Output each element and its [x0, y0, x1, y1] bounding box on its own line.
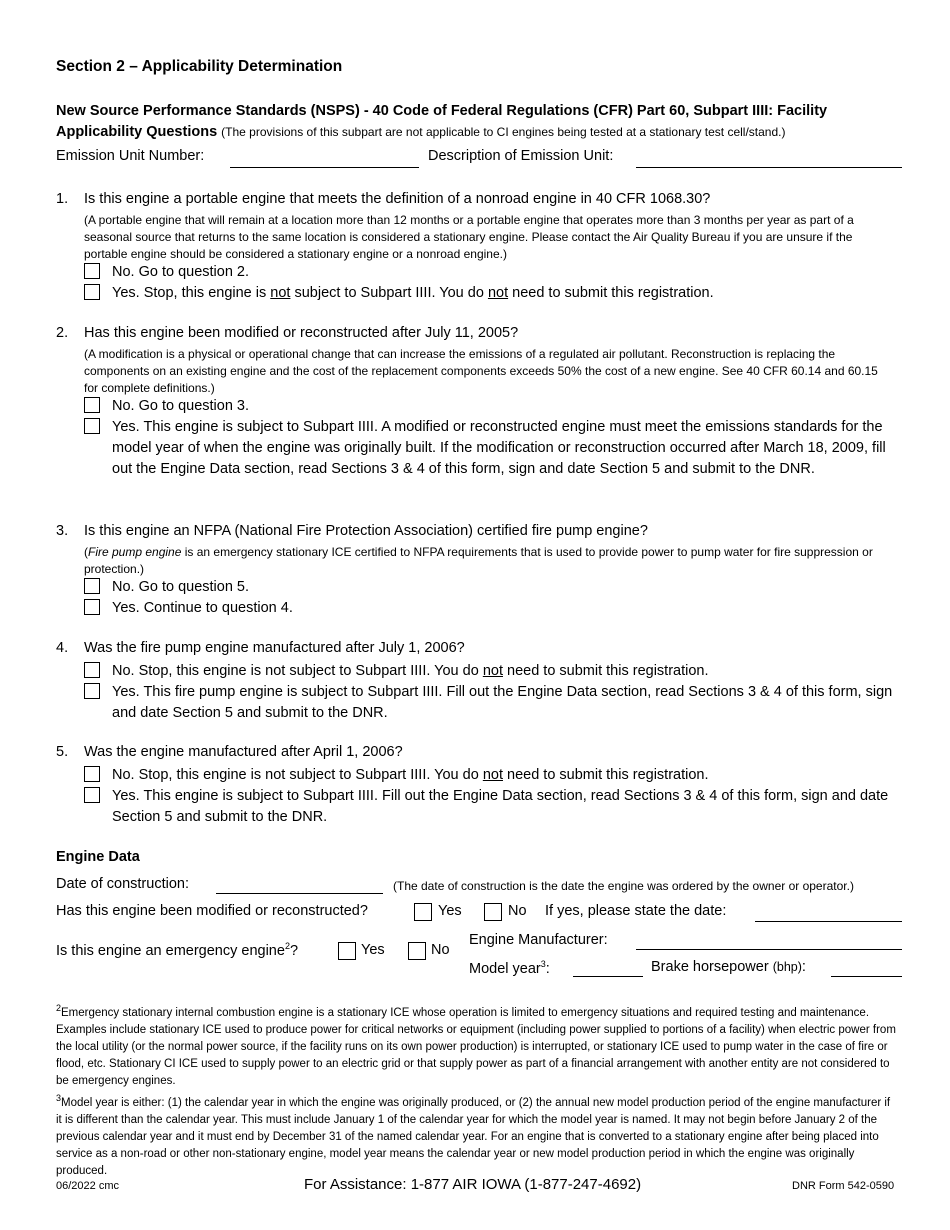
q5-no-checkbox[interactable] [84, 766, 100, 782]
emergency-yes-checkbox[interactable] [338, 942, 356, 960]
option-label: Yes. This engine is subject to Subpart IIII. A modified or reconstructed engine must meet the emissions standards for the model year of when the engine was originally built. If the modification or reconstruction occurred after March 18, 2009, fill out the Engine Data section, read Sections 3 & 4 of this form, sign and date Section 5 and submit to the DNR. [112, 419, 886, 477]
model-year-label [469, 959, 550, 977]
modified-date-field[interactable] [755, 921, 902, 922]
footer-assistance: For Assistance: 1-877 AIR IOWA (1-877-247-4692) [304, 1176, 642, 1193]
question-number: 5. [56, 744, 69, 760]
q2-no-checkbox[interactable] [84, 397, 100, 413]
emergency-question-label [56, 941, 298, 959]
option-label: No. Go to question 2. [112, 264, 250, 280]
q2-option-no [84, 396, 896, 417]
emission-unit-description-field[interactable] [636, 167, 902, 168]
emission-unit-description-label: Description of Emission Unit: [428, 148, 614, 164]
option-label: Yes. This engine is subject to Subpart IIII. Fill out the Engine Data section, read Sections 3 & 4 of this form, sign and date Section 5 and submit to the DNR. [112, 788, 889, 825]
bhp-unit: (bhp) [772, 960, 802, 974]
modified-no-checkbox[interactable] [484, 903, 502, 921]
footnotes [56, 1000, 898, 1180]
footer-form-number: DNR Form 542-0590 [792, 1180, 895, 1192]
footnote-marker: 3 [56, 1092, 62, 1103]
option-emphasis: not [270, 285, 291, 301]
q4-yes-checkbox[interactable] [84, 683, 100, 699]
q4-no-checkbox[interactable] [84, 662, 100, 678]
option-label: No. Go to question 3. [112, 398, 250, 414]
emission-unit-number-field[interactable] [230, 167, 419, 168]
q5-option-yes [84, 786, 896, 828]
emergency-text: Is this engine an emergency engine [56, 942, 285, 959]
q1-yes-checkbox[interactable] [84, 284, 100, 300]
question-number: 2. [56, 325, 69, 341]
question-5 [56, 744, 904, 828]
nsps-title-text: New Source Performance Standards (NSPS) - 40 Code of Federal Regulations (CFR) Part 60, Subpart IIII: Facility Applicability Questions [56, 103, 828, 140]
question-1 [56, 191, 904, 306]
emission-unit-number-label: Emission Unit Number: [56, 148, 205, 164]
q3-option-no [84, 577, 896, 598]
footnote-ref: 2 [284, 941, 290, 951]
question-number: 3. [56, 523, 69, 539]
manufacturer-label: Engine Manufacturer: [469, 932, 608, 948]
nsps-note: (The provisions of this subpart are not applicable to CI engines being tested at a stationary test cell/stand.) [221, 125, 786, 139]
option-label [112, 765, 896, 786]
bhp-field[interactable] [831, 976, 902, 977]
footnote-text: Emergency stationary internal combustion engine is a stationary ICE whose operation is limited to emergency situations and required testing and maintenance. Examples include stationary ICE used to produce power for critical networks or equipment (including power supplied to portions of a facility) when electric power from the local utility (or the normal power source, if the facility runs on its own power production) is interrupted, or stationary ICE used to pump water in the case of fire or flood, etc. Stationary CI ICE used to supply power to an electric grid or that supply power as part of a financial arrangement with another entity are not considered to be emergency engines. [56, 1006, 896, 1087]
option-emphasis: not [482, 663, 503, 679]
question-note: (A modification is a physical or operational change that can increase the emissions of a regulated air pollutant. Reconstruction is replacing the components on an existing engine and the cost of the replacement components exceeds 50% the cost of a new engine. See 40 CFR 60.14 and 60.15 for complete definitions.) [84, 347, 878, 395]
question-text: Has this engine been modified or reconstructed after July 11, 2005? [84, 325, 519, 341]
modified-yes-checkbox[interactable] [414, 903, 432, 921]
option-label: Yes. Continue to question 4. [112, 600, 293, 616]
engine-data-heading: Engine Data [56, 849, 140, 865]
question-4 [56, 640, 904, 724]
construction-date-field[interactable] [216, 893, 383, 894]
section-title: Section 2 – Applicability Determination [56, 58, 343, 75]
option-label [112, 661, 896, 682]
q4-option-no [84, 661, 896, 682]
note-emphasis: Fire pump engine [88, 545, 182, 559]
option-label [112, 283, 896, 304]
manufacturer-field[interactable] [636, 949, 902, 950]
option-text: need to submit this registration. [502, 663, 709, 679]
question-note: (A portable engine that will remain at a location more than 12 months or a portable engine that operates more than 3 months per year as part of a seasonal source that returns to the same location is considered a stationary engine. Please contact the Air Quality Bureau if you are unsure if the portable engine should be considered a stationary engine or a nonroad engine.) [84, 213, 854, 261]
question-3 [56, 523, 904, 619]
q5-option-no [84, 765, 896, 786]
footer-form-date: 06/2022 cmc [56, 1180, 119, 1192]
construction-date-note: (The date of construction is the date the engine was ordered by the owner or operator.) [393, 879, 854, 893]
option-label: No. Go to question 5. [112, 579, 250, 595]
bhp-label [651, 959, 806, 975]
question-2 [56, 325, 904, 505]
q1-option-yes [84, 283, 896, 304]
emission-unit-row [56, 148, 904, 170]
model-year-text: Model year [469, 960, 541, 977]
option-emphasis: not [487, 285, 509, 301]
option-text: Yes. Stop, this engine is [112, 285, 271, 301]
modified-no-label: No [508, 903, 527, 919]
q3-option-yes [84, 598, 896, 619]
footnote-marker: 2 [56, 1003, 62, 1013]
question-text: Was the engine manufactured after April 1, 2006? [84, 744, 403, 760]
emergency-no-checkbox[interactable] [408, 942, 426, 960]
construction-date-label: Date of construction: [56, 876, 189, 892]
option-emphasis: not [482, 767, 503, 783]
q4-option-yes [84, 682, 896, 724]
question-number: 1. [56, 191, 69, 207]
q1-option-no [84, 262, 896, 283]
q2-option-yes [84, 417, 896, 480]
option-text: need to submit this registration. [502, 767, 709, 783]
note-text: ( [84, 545, 88, 559]
bhp-text: Brake horsepower [651, 959, 769, 975]
question-note [84, 544, 892, 578]
footnote-3 [56, 1090, 898, 1180]
option-text: No. Stop, this engine is not subject to Subpart IIII. You do [112, 767, 483, 783]
question-text: Was the fire pump engine manufactured after July 1, 2006? [84, 640, 465, 656]
note-text: is an emergency stationary ICE certified to NFPA requirements that is used to provide power to pump water for fire suppression or protection.) [84, 545, 873, 576]
q1-no-checkbox[interactable] [84, 263, 100, 279]
option-label: Yes. This fire pump engine is subject to Subpart IIII. Fill out the Engine Data section, read Sections 3 & 4 of this form, sign and date Section 5 and submit to the DNR. [112, 684, 893, 721]
q2-yes-checkbox[interactable] [84, 418, 100, 434]
bhp-text: : [801, 959, 806, 975]
emergency-no-label: No [431, 942, 450, 958]
modified-date-label: If yes, please state the date: [545, 903, 727, 919]
q3-yes-checkbox[interactable] [84, 599, 100, 615]
question-text: Is this engine a portable engine that meets the definition of a nonroad engine in 40 CFR 1068.30? [84, 191, 711, 207]
emergency-text: ? [289, 942, 299, 959]
option-text: need to submit this registration. [508, 285, 714, 301]
model-year-text: : [545, 960, 550, 977]
emergency-yes-label: Yes [361, 942, 385, 958]
nsps-title [56, 101, 904, 143]
question-number: 4. [56, 640, 69, 656]
footnote-2 [56, 1000, 898, 1090]
q3-no-checkbox[interactable] [84, 578, 100, 594]
modified-question-label: Has this engine been modified or reconstructed? [56, 903, 368, 919]
model-year-field[interactable] [573, 976, 643, 977]
option-text: subject to Subpart IIII. You do [290, 285, 488, 301]
footnote-text: Model year is either: (1) the calendar year in which the engine was originally produced, or (2) the annual new model production period of the engine manufacturer if it is different than the calendar year. This must include January 1 of the calendar year for which the model year is named. It may not begin before January 2 of the previous calendar year and it must end by December 31 of the named calendar year. For an engine that is converted to a stationary engine after being placed into service as a non-road or other non-stationary engine, model year means the calendar year or new model production period in which the engine was originally produced. [56, 1096, 891, 1177]
q5-yes-checkbox[interactable] [84, 787, 100, 803]
footnote-ref: 3 [540, 959, 546, 969]
option-text: No. Stop, this engine is not subject to Subpart IIII. You do [112, 663, 483, 679]
modified-yes-label: Yes [438, 903, 462, 919]
question-text: Is this engine an NFPA (National Fire Protection Association) certified fire pump engine? [84, 523, 648, 539]
